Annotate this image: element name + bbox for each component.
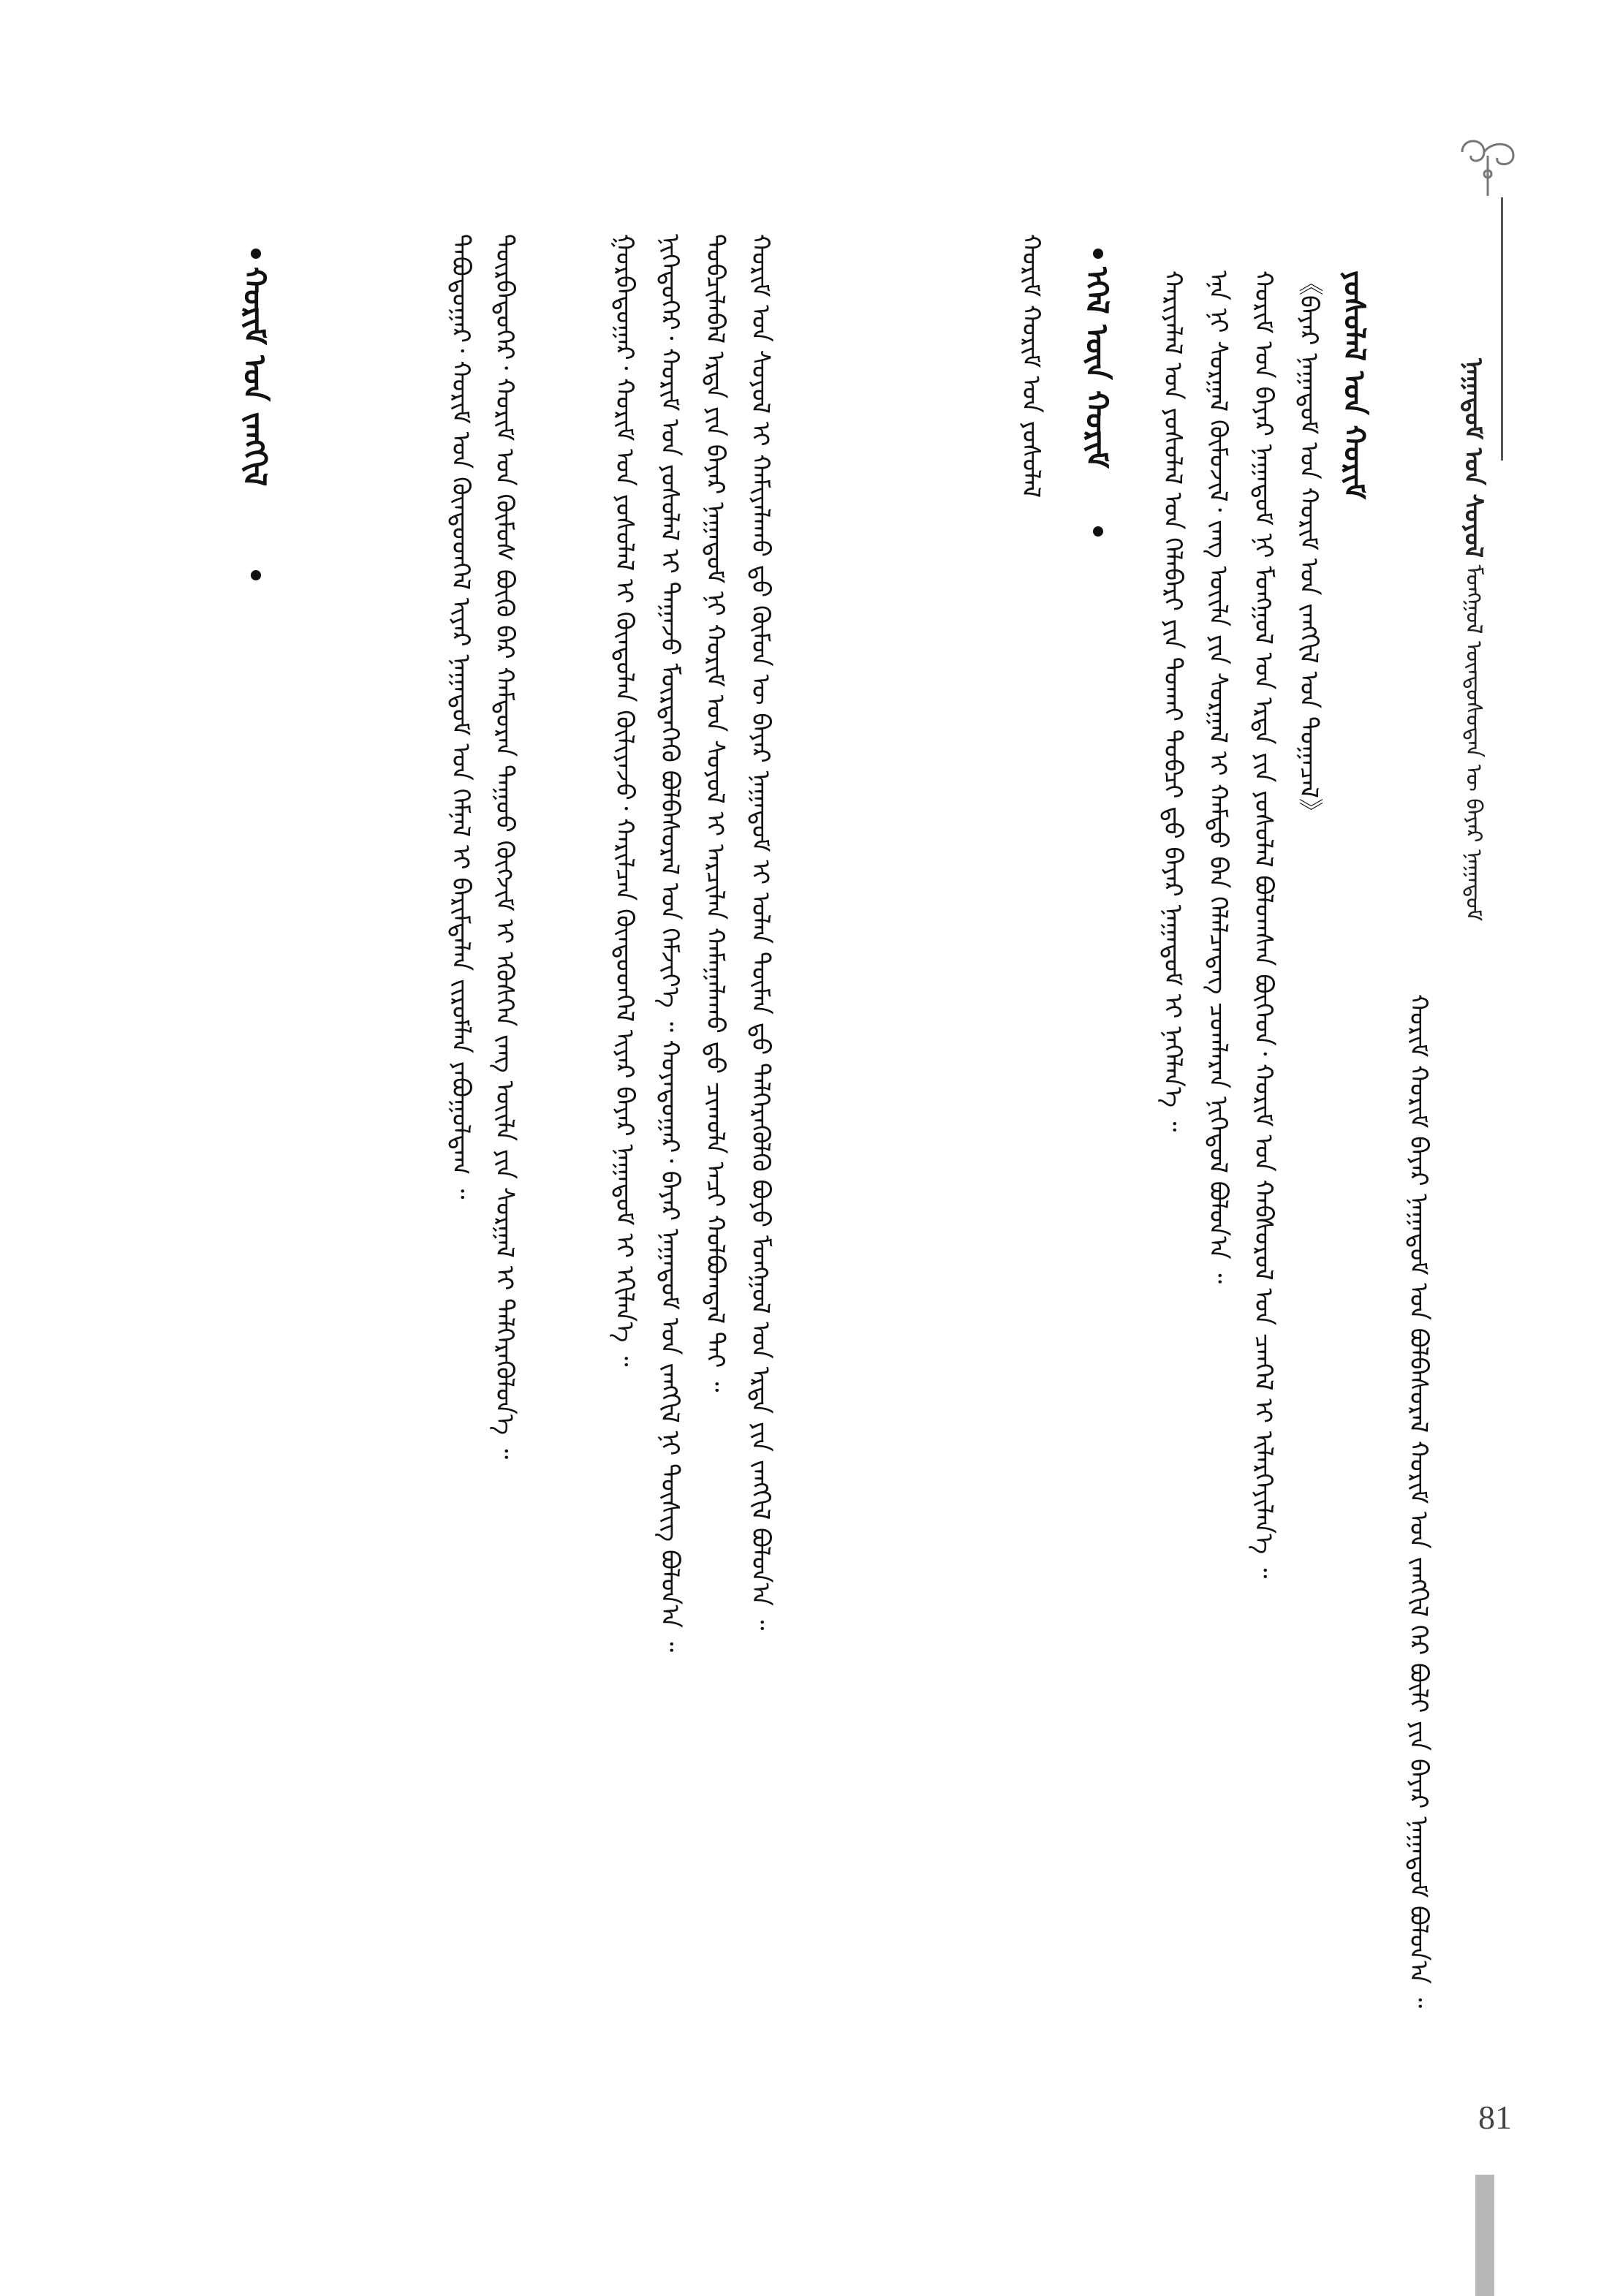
section-bullet	[1093, 249, 1103, 259]
header-ornament-icon	[1448, 123, 1528, 203]
section-bullet	[251, 249, 261, 259]
text-column-2: ᠶᠤᠰᠤᠯᠠᠯ ᠤᠨ ᠬᠤᠷᠢᠮ	[1337, 270, 1371, 500]
running-title-text: ᠮᠣᠩᠭᠣᠯ ᠦᠨᠳᠦᠰᠦᠲᠡᠨ ᠦ ᠪᠠᠶᠠᠷ ᠨᠠᠭᠠᠳᠤᠮ	[1461, 564, 1486, 922]
page-number: 81	[1478, 2099, 1512, 2136]
text-column-1: ᠬᠤᠷᠢᠮ ᠬᠤᠷᠢᠮ ᠪᠠᠶᠠᠷ ᠨᠠᠭᠠᠳᠤᠮ ᠤᠨ ᠪᠣᠯᠪᠠᠰᠤᠷᠠᠯ ᠬᠤᠷᠢᠮ ᠤᠨ ᠵᠠᠩᠭᠢᠯ ᠭᠡᠷ ᠪᠦᠯᠢ ᠶᠢᠨ ᠪᠠᠶᠠᠷ ᠨᠠᠭᠠᠳᠤᠮ ᠪᠣᠯᠤᠨ᠎ᠠ ᠃	[1404, 994, 1433, 2009]
section-bullet	[251, 570, 261, 580]
text-column-6: ᠬᠠᠷᠢᠶᠠᠯᠠᠯ ᠤᠨ ᠶᠤᠰᠤᠯᠠᠯ ᠤᠨ ᠬᠡᠯᠡᠪᠡᠷᠢ ᠶᠢᠨ ᠲᠤᠬᠠᠢ ᠲᠣᠪᠴᠢ ᠳ᠋ᠤ ᠪᠠᠶᠠᠷ ᠨᠠᠭᠠᠳᠤᠮ ᠢ ᠨᠡᠬᠡᠯᠡᠨ᠎ᠡ ᠃	[1158, 270, 1187, 1132]
section-heading-2: ᠬᠤᠷᠢᠮ ᠤᠨ ᠵᠠᠩᠭᠢᠯ	[237, 267, 273, 487]
text-column-9: ᠲᠣᠪᠴᠢᠯᠠᠪᠠᠯ ᠡᠷᠲᠡ ᠶᠢᠨ ᠪᠠᠶᠠᠷ ᠨᠠᠭᠠᠳᠤᠮ ᠨᠢ ᠬᠤᠷᠢᠮ ᠤᠨ ᠰᠣᠶᠣᠯ ᠢ ᠠᠷᠴᠢᠯᠠᠨ ᠬᠠᠮᠠᠭᠠᠯᠠᠬᠤ ᠳ᠋ᠤ ᠴᠢᠬᠤᠯᠠ ᠠᠴᠢ ᠬᠣᠯᠪᠣᠭᠳᠠᠯ ᠲᠠᠶ ᠃	[700, 234, 730, 1393]
text-column-13: ᠲᠠᠪᠤᠳᠤᠭᠠᠷ᠂ ᠬᠤᠷᠢᠮ ᠤᠨ ᠬᠦᠨᠳᠦᠳᠬᠡᠯ ᠢᠶᠡᠷ ᠨᠠᠭᠠᠳᠤᠮ ᠤᠨ ᠬᠡᠮᠨᠡᠯ ᠢ ᠪᠠᠷᠢᠮᠲᠠᠯᠠᠨ ᠵᠢᠷᠤᠮᠯᠠᠨ ᠶᠠᠪᠤᠭᠤᠯᠳᠠᠭ ᠃	[446, 234, 475, 1200]
thumb-index-tab	[1475, 2175, 1494, 2296]
header-rule	[1501, 197, 1503, 461]
running-title-bold: ᠨᠠᠭᠠᠳᠤᠮ ᠤᠨ ᠰᠣᠶᠣᠯ	[1459, 358, 1488, 558]
text-column-8: ᠬᠣᠷᠢᠮ ᠤᠨ ᠰᠣᠶᠣᠯ ᠢ ᠬᠠᠮᠢᠶᠠᠯᠠᠬᠤ ᠳ᠋ᠤ ᠬᠦᠮᠦᠨ ᠦ ᠪᠠᠶᠠᠷ ᠨᠠᠭᠠᠳᠤᠮ ᠢ ᠣᠯᠠᠨ ᠲᠦᠮᠡᠨ ᠳ᠋ᠤ ᠳᠡᠯᠭᠡᠷᠡᠭᠦᠯᠬᠦ ᠪᠤᠶᠤ ᠮᠣᠩᠭᠣᠯ ᠤᠨ ᠡᠷᠲᠡ ᠶᠢᠨ ᠵᠠᠩᠭᠢᠯ ᠪᠣᠯᠤᠨ᠎ᠠ ᠃	[746, 234, 775, 1631]
text-column-7: ᠬᠤᠷᠢᠮ ᠬᠣᠷᠢᠮ ᠤᠨ ᠶᠤᠰᠤᠯᠠᠯ	[1016, 234, 1045, 499]
section-bullet	[1093, 526, 1103, 537]
section-heading-1: ᠡᠭᠡᠯ ᠦᠨ ᠬᠤᠷᠢᠮ	[1079, 267, 1115, 469]
text-column-10: ᠨᠢᠭᠡᠳᠦᠭᠡᠷ᠂ ᠬᠤᠷᠢᠮ ᠤᠨ ᠶᠤᠰᠤᠯᠠᠯ ᠢ ᠳᠠᠭᠠᠵᠤ ᠮᠦᠷᠳᠡᠭᠡᠬᠦ ᠪᠣᠯᠪᠠᠰᠤᠷᠠᠯ ᠤᠨ ᠬᠡᠮᠵᠢᠶ᠎ᠡ ᠃ ᠬᠣᠶᠠᠳᠤᠭᠠᠷ᠂ ᠪᠠᠶᠠᠷ ᠨᠠᠭᠠᠳᠤᠮ ᠤᠨ ᠵᠠᠩᠭᠢᠯ ᠨᠢ ᠲᠦᠰᠢᠭ ᠪᠣᠯᠤᠨ᠎ᠠ ᠃	[655, 234, 684, 1653]
text-column-3: 《ᠪᠠᠶᠠᠷ ᠨᠠᠭᠠᠳᠤᠮ ᠤᠨ ᠬᠤᠷᠢᠮ ᠤᠨ ᠵᠠᠩᠭᠢᠯ ᠤᠨ ᠲᠣᠭᠠᠴᠠᠯ》	[1294, 270, 1323, 823]
running-title	[1451, 358, 1495, 1308]
text-column-12: ᠳᠥᠷᠪᠡᠳᠦᠭᠡᠷ᠂ ᠬᠤᠷᠢᠮ ᠤᠨ ᠬᠦᠮᠦᠰ ᠪᠦᠬᠦ ᠪᠡᠷ ᠬᠠᠮᠲᠤᠷᠠᠨ ᠳᠠᠭᠤᠤ ᠬᠥᠭᠵᠢᠮ ᠢ ᠡᠭᠦᠰᠬᠡᠨ ᠵᠠᠩ ᠦᠢᠯᠡ ᠶᠢᠨ ᠰᠤᠷᠭᠠᠯ ᠢ ᠳᠡᠯᠭᠡᠷᠡᠭᠦᠯᠦᠨ᠎ᠡ ᠃	[490, 234, 519, 1460]
text-column-4: ᠬᠤᠷᠢᠮ ᠤᠨ ᠪᠠᠶᠠᠷ ᠨᠠᠭᠠᠳᠤᠮ ᠨᠢ ᠮᠣᠩᠭᠣᠯ ᠤᠨ ᠡᠷᠲᠡ ᠶᠢᠨ ᠶᠤᠰᠤᠯᠠᠯ ᠪᠣᠯᠤᠭᠰᠠᠨ ᠪᠥᠭᠡᠳ᠂ ᠬᠤᠷᠢᠮ ᠤᠨ ᠬᠠᠪᠰᠤᠷᠤᠯ ᠤᠨ ᠴᠡᠨᠭᠡᠯ ᠢ ᠢᠯᠡᠷᠬᠡᠶᠢᠯᠡᠨ᠎ᠡ ᠃	[1249, 270, 1278, 1579]
text-column-5: ᠡᠨᠡ ᠨᠢ ᠰᠤᠷᠭᠠᠯ ᠬᠦᠮᠦᠵᠢᠯ᠂ ᠵᠠᠩ ᠦᠢᠯᠡ ᠶᠢᠨ ᠰᠤᠷᠭᠠᠯ ᠢ ᠬᠠᠮᠲᠤ ᠪᠡᠨ ᠬᠡᠯᠡᠯᠴᠡᠳᠡᠭ ᠴᠤᠭᠯᠠᠷᠠᠨ ᠨᠢᠭᠡᠳᠦᠯ ᠪᠣᠯᠤᠨ᠎ᠠ ᠃	[1203, 270, 1233, 1284]
text-column-11: ᠭᠤᠷᠪᠠᠳᠤᠭᠠᠷ᠂ ᠬᠤᠷᠢᠮ ᠤᠨ ᠶᠤᠰᠤᠯᠠᠯ ᠢ ᠬᠦᠨᠳᠦᠯᠡᠨ ᠬᠦᠯᠢᠶᠡᠵᠦ᠂ ᠬᠠᠷᠢᠯᠴᠠᠨ ᠬᠦᠨᠳᠦᠳᠬᠡᠯ ᠢᠶᠡᠷ ᠪᠠᠶᠠᠷ ᠨᠠᠭᠠᠳᠤᠮ ᠢ ᠡᠬᠢᠯᠡᠨ᠎ᠡ ᠃	[610, 234, 639, 1367]
